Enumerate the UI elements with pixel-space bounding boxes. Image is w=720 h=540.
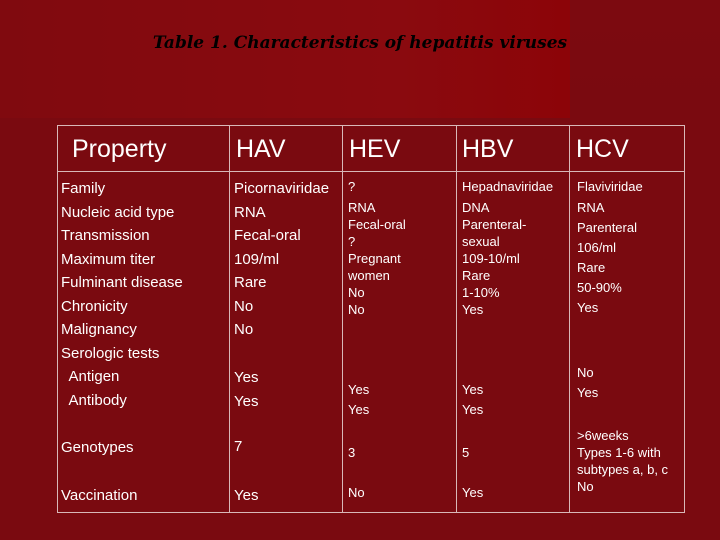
hbv-family: Hepadnaviridae bbox=[462, 179, 554, 194]
header-hav: HAV bbox=[236, 135, 286, 163]
column-divider-hev bbox=[342, 125, 343, 513]
background-right bbox=[570, 0, 720, 118]
hav-vaccination: Yes bbox=[234, 487, 259, 504]
property-labels: Family Nucleic acid type Transmission Maximum titer Fulminant disease Chronicity Malignancy Serologic tests Antigen Antibody bbox=[61, 180, 183, 409]
column-divider-hbv bbox=[456, 125, 457, 513]
hcv-family: Flaviviridae bbox=[577, 179, 643, 194]
header-hcv: HCV bbox=[576, 135, 629, 163]
hav-genotypes: 7 bbox=[234, 438, 243, 455]
background-highlight bbox=[0, 0, 570, 118]
header-divider bbox=[57, 171, 685, 172]
page-title: Table 1. Characteristics of hepatitis viruses bbox=[152, 33, 568, 53]
column-divider-hav bbox=[229, 125, 230, 513]
hbv-serology: Yes Yes bbox=[462, 382, 484, 417]
column-divider-hcv bbox=[569, 125, 570, 513]
hcv-serology: No Yes bbox=[577, 365, 599, 400]
header-hbv: HBV bbox=[462, 135, 514, 163]
hbv-main-values: DNA Parenteral- sexual 109-10/ml Rare 1-10% Yes bbox=[462, 200, 527, 317]
hcv-main-values: RNA Parenteral 106/ml Rare 50-90% Yes bbox=[577, 200, 637, 315]
header-property: Property bbox=[72, 135, 167, 163]
hbv-genotypes: 5 bbox=[462, 445, 470, 460]
genotypes-label: Genotypes bbox=[61, 439, 134, 456]
vaccination-label: Vaccination bbox=[61, 487, 138, 504]
hav-serology: Yes Yes bbox=[234, 369, 259, 410]
hev-vaccination: No bbox=[348, 485, 365, 500]
hev-genotypes: 3 bbox=[348, 445, 356, 460]
hcv-genotypes-vaccination: >6weeks Types 1-6 with subtypes a, b, c No bbox=[577, 428, 669, 494]
hav-main-values: Picornaviridae RNA Fecal-oral 109/ml Rare No No bbox=[234, 180, 330, 338]
hev-serology: Yes Yes bbox=[348, 382, 370, 417]
hbv-vaccination: Yes bbox=[462, 485, 484, 500]
header-hev: HEV bbox=[349, 135, 401, 163]
hev-main-values: RNA Fecal-oral ? Pregnant women No No bbox=[348, 200, 406, 317]
hev-family: ? bbox=[348, 179, 356, 194]
